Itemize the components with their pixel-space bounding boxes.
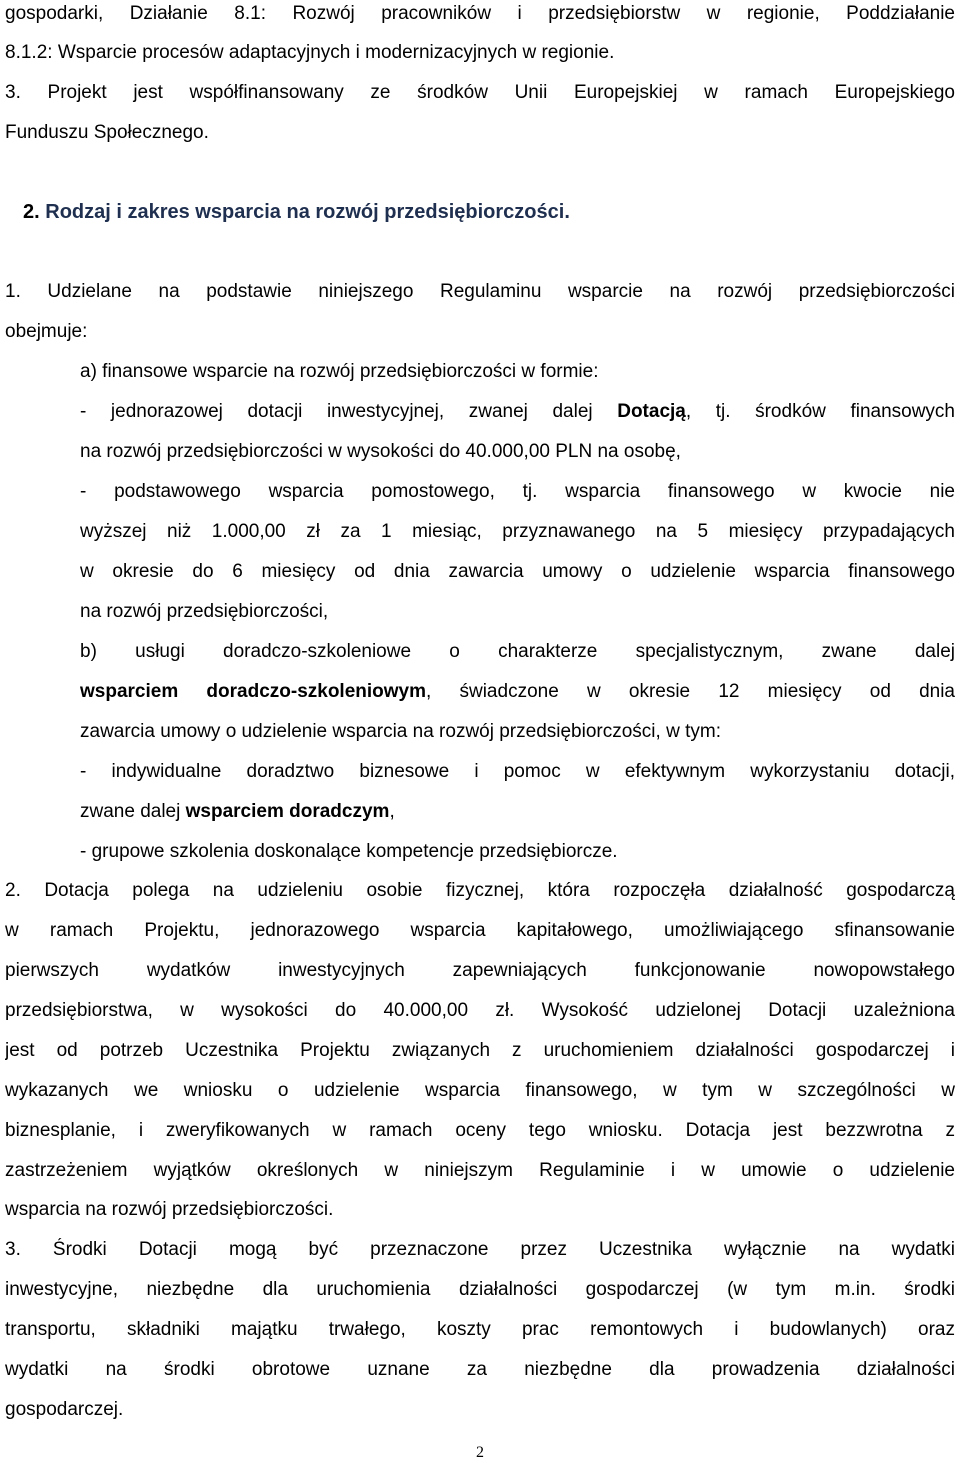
text-line: inwestycyjne, niezbędne dla uruchomienia działalności gospodarczej (w tym m.in. środki — [5, 1279, 955, 1300]
text-line: przedsiębiorstwa, w wysokości do 40.000,00 zł. Wysokość udzielonej Dotacji uzależniona — [5, 1000, 955, 1021]
text-line: wydatki na środki obrotowe uznane za niezbędne dla prowadzenia działalności — [5, 1359, 955, 1380]
text-line: w ramach Projektu, jednorazowego wsparcia kapitałowego, umożliwiającego sfinansowanie — [5, 920, 955, 941]
text-line: 3. Środki Dotacji mogą być przeznaczone przez Uczestnika wyłącznie na wydatki — [5, 1239, 955, 1260]
text-line: 8.1.2: Wsparcie procesów adaptacyjnych i modernizacyjnych w regionie. — [5, 42, 615, 63]
term-dotacja: Dotacją — [617, 401, 686, 422]
text-line: wyższej niż 1.000,00 zł za 1 miesiąc, przyznawanego na 5 miesięcy przypadających — [80, 521, 955, 542]
text-span: , — [389, 801, 395, 822]
text-line: jest od potrzeb Uczestnika Projektu związanych z uruchomieniem działalności gospodarczej i — [5, 1040, 955, 1061]
text-line — [80, 400, 955, 424]
text-line: na rozwój przedsiębiorczości, — [80, 601, 329, 622]
text-line: transportu, składniki majątku trwałego, koszty prac remontowych i budowlanych) oraz — [5, 1319, 955, 1340]
text-line: - podstawowego wsparcia pomostowego, tj. wsparcia finansowego w kwocie nie — [80, 481, 955, 502]
term-wsparcie-doradcze: wsparciem doradczym — [185, 801, 390, 822]
text-span: - jednorazowej dotacji inwestycyjnej, zwanej dalej — [80, 401, 618, 422]
text-span: , świadczone w okresie 12 miesięcy od dnia — [426, 681, 955, 702]
section-heading — [23, 200, 570, 224]
text-line: gospodarczej. — [5, 1399, 124, 1420]
text-line — [80, 800, 395, 824]
list-item-b: b) usługi doradczo-szkoleniowe o charakterze specjalistycznym, zwane dalej — [80, 641, 955, 662]
text-line: obejmuje: — [5, 321, 88, 342]
text-line: 3. Projekt jest współfinansowany ze środków Unii Europejskiej w ramach Europejskiego — [5, 82, 955, 103]
text-line: zawarcia umowy o udzielenie wsparcia na rozwój przedsiębiorczości, w tym: — [80, 721, 721, 742]
text-line: - indywidualne doradztwo biznesowe i pomoc w efektywnym wykorzystaniu dotacji, — [80, 761, 955, 782]
text-line: 1. Udzielane na podstawie niniejszego Regulaminu wsparcie na rozwój przedsiębiorczości — [5, 281, 955, 302]
term-wsparcie-doradczo-szkoleniowe: wsparciem doradczo-szkoleniowym — [80, 681, 427, 702]
text-line: gospodarki, Działanie 8.1: Rozwój pracowników i przedsiębiorstw w regionie, Poddziałanie — [5, 3, 955, 24]
list-item-a: a) finansowe wsparcie na rozwój przedsiębiorczości w formie: — [80, 361, 599, 382]
text-span: , tj. środków finansowych — [685, 401, 955, 422]
text-line: zastrzeżeniem wyjątków określonych w niniejszym Regulaminie i w umowie o udzielenie — [5, 1160, 955, 1181]
section-heading-text: Rodzaj i zakres wsparcia na rozwój przedsiębiorczości. — [45, 201, 570, 223]
text-line: Funduszu Społecznego. — [5, 122, 209, 143]
text-line: wsparcia na rozwój przedsiębiorczości. — [5, 1199, 334, 1220]
text-line: pierwszych wydatków inwestycyjnych zapewniających funkcjonowanie nowopowstałego — [5, 960, 955, 981]
text-line: na rozwój przedsiębiorczości w wysokości do 40.000,00 PLN na osobę, — [80, 441, 681, 462]
section-heading-number: 2. — [23, 201, 40, 223]
text-line: - grupowe szkolenia doskonalące kompetencje przedsiębiorcze. — [80, 841, 618, 862]
text-span: zwane dalej — [80, 801, 186, 822]
text-line: 2. Dotacja polega na udzieleniu osobie fizycznej, która rozpoczęła działalność gospodarczą — [5, 880, 955, 901]
text-line: wykazanych we wniosku o udzielenie wsparcia finansowego, w tym w szczególności w — [5, 1080, 955, 1101]
text-line: biznesplanie, i zweryfikowanych w ramach oceny tego wniosku. Dotacja jest bezzwrotna z — [5, 1120, 955, 1141]
text-line: w okresie do 6 miesięcy od dnia zawarcia umowy o udzielenie wsparcia finansowego — [80, 561, 955, 582]
page-number: 2 — [476, 1444, 484, 1461]
text-line — [80, 680, 955, 704]
